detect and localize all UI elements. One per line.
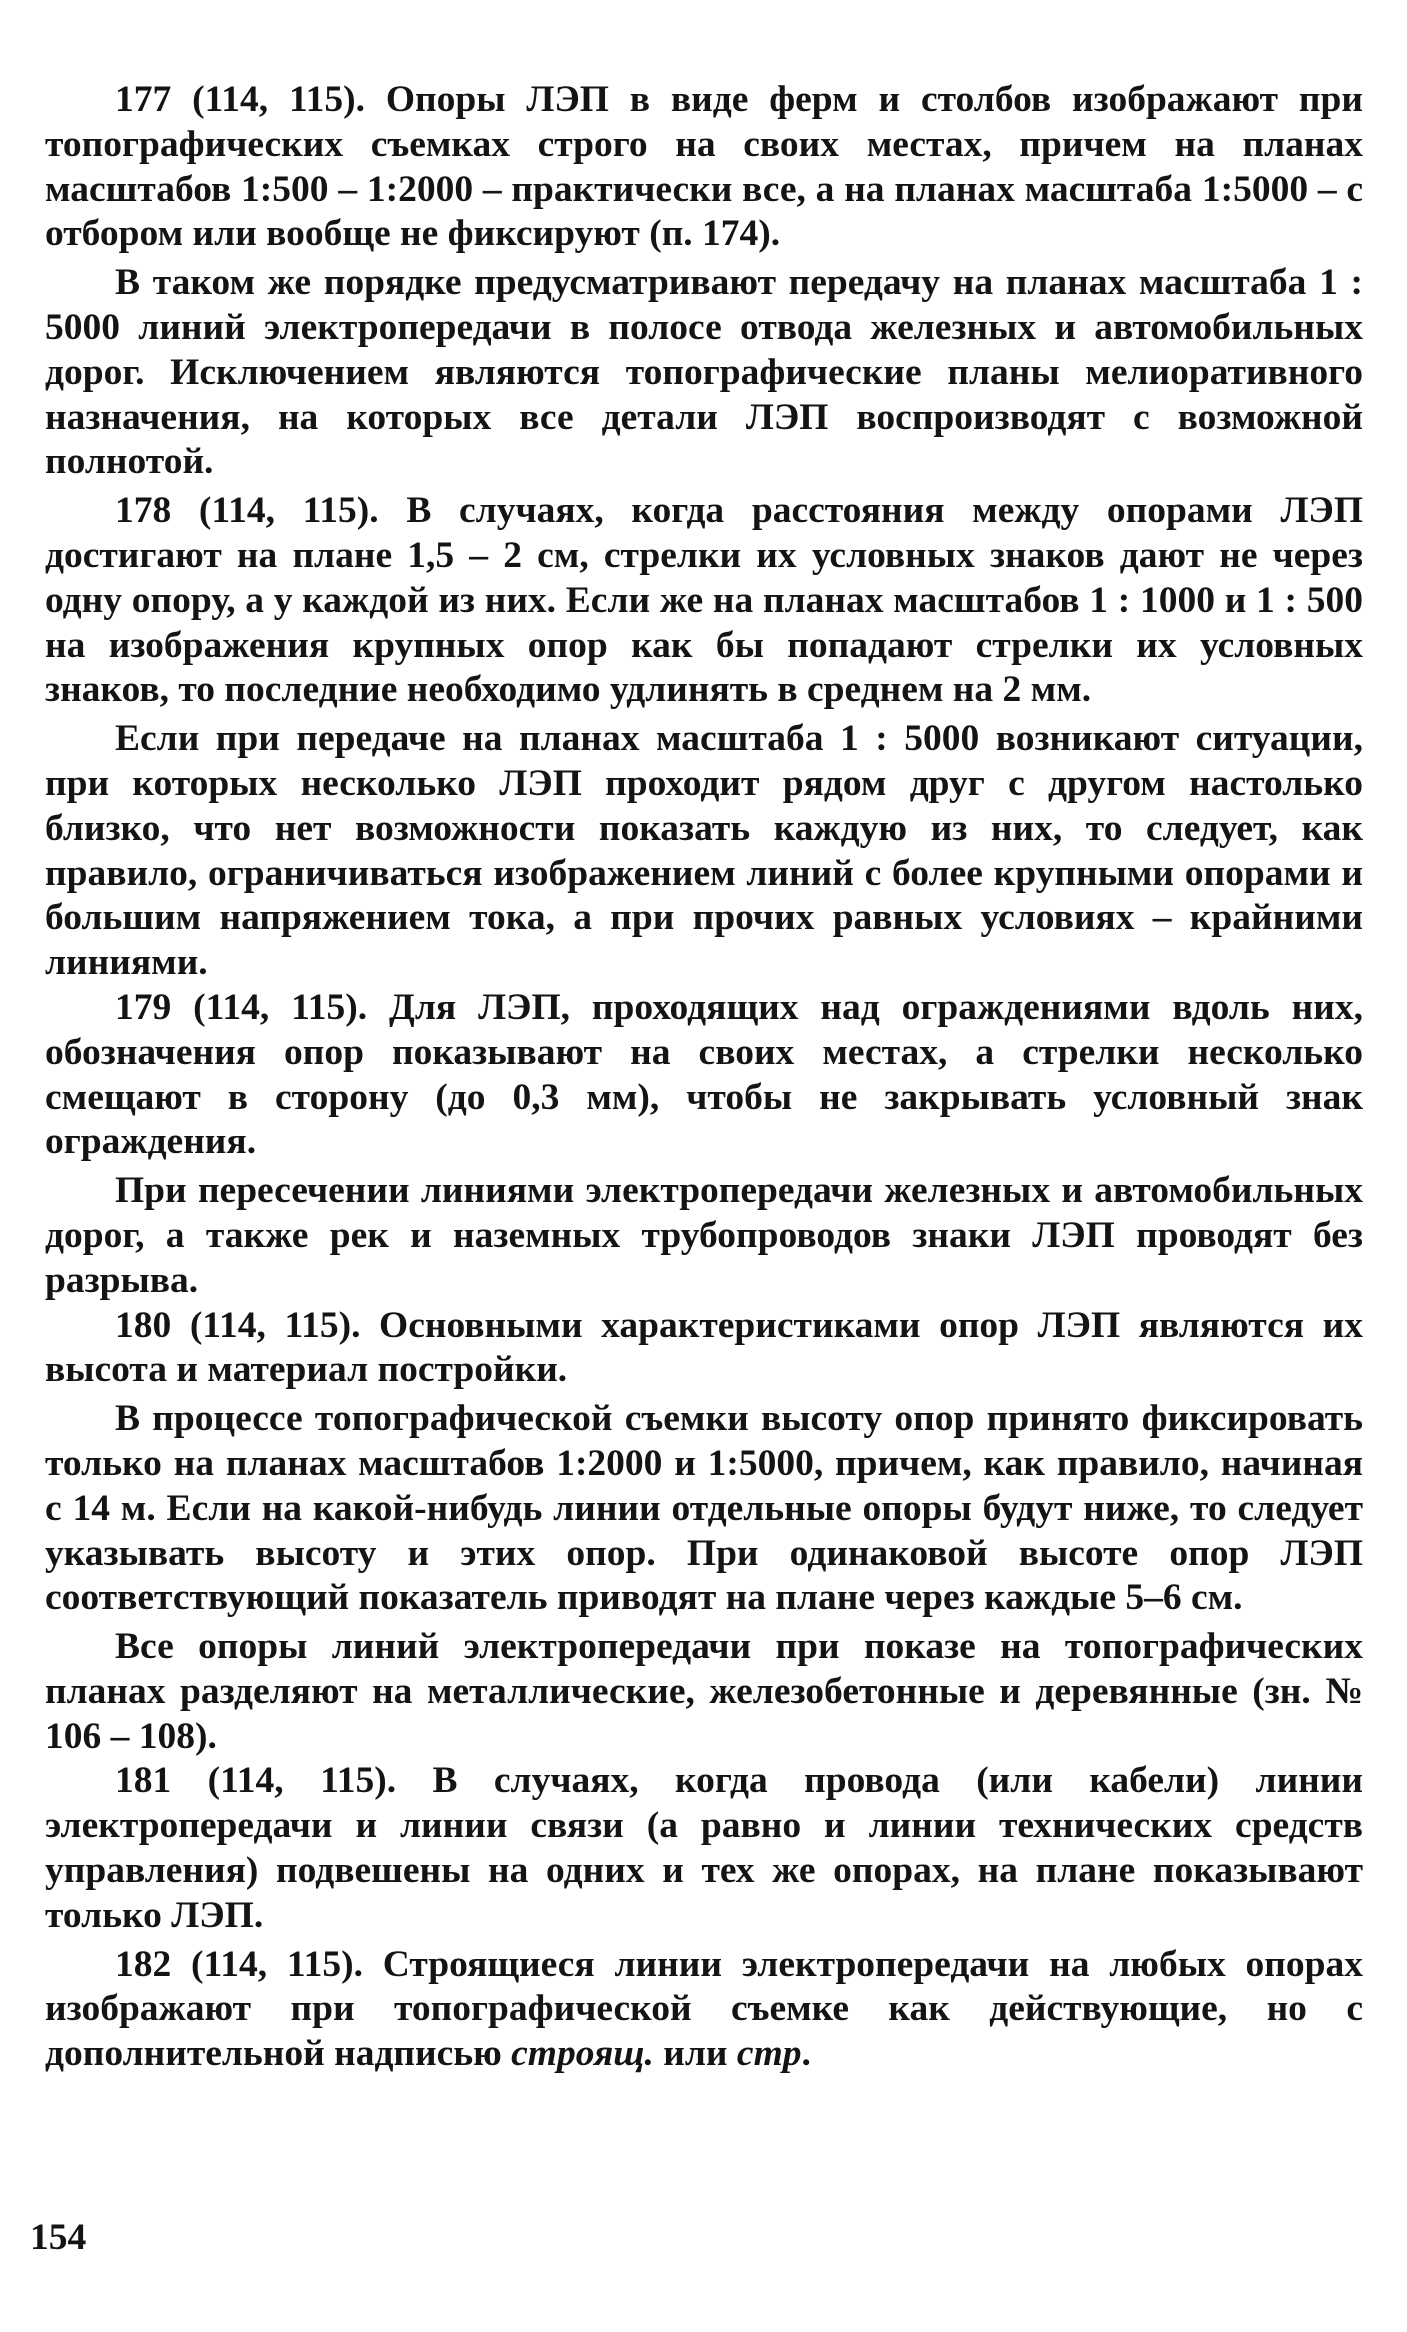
paragraph-178-continued: Если при передаче на планах масштаба 1 : 5000 возникают ситуации, при которых несколько ЛЭП проходит рядом друг с другом настолько близко, что нет возможности показать каждую из них, то следует, как правило, ограничиваться изображением линий с более крупными опорами и большим напряжением тока, а при прочих равных условиях – крайними линиями. (45, 718, 1363, 984)
paragraph-179: 179 (114, 115). Для ЛЭП, проходящих над ограждениями вдоль них, обозначения опор показывают на своих местах, а стрелки несколько смещают в сторону (до 0,3 мм), чтобы не закрывать условный знак ограждения. (45, 986, 1363, 1163)
page-number: 154 (30, 2217, 87, 2258)
paragraph-182-text: 182 (114, 115). Строящиеся линии электропередачи на любых опорах изображают при топографической съемке как действующие, но с дополнительной надписью (45, 1943, 1363, 2075)
document-page (45, 78, 1363, 2077)
paragraph-180: 180 (114, 115). Основными характеристиками опор ЛЭП являются их высота и материал постройки. (45, 1304, 1363, 1391)
paragraph-178: 178 (114, 115). В случаях, когда расстояния между опорами ЛЭП достигают на плане 1,5 – 2 см, стрелки их условных знаков дают не через одну опору, а у каждой из них. Если же на планах масштабов 1 : 1000 и 1 : 500 на изображения крупных опор как бы попадают стрелки их условных знаков, то последние необходимо удлинять в среднем на 2 мм. (45, 490, 1363, 711)
paragraph-182-end: . (801, 2033, 811, 2075)
paragraph-182 (45, 1943, 1363, 2077)
italic-label-str: стр (736, 2033, 802, 2075)
paragraph-180-symbols: Все опоры линий электропередачи при показе на топографических планах разделяют на металлические, железобетонные и деревянные (зн. № 106 – 108). (45, 1626, 1363, 1757)
paragraph-179-continued: При пересечении линиями электропередачи железных и автомобильных дорог, а также рек и наземных трубопроводов знаки ЛЭП проводят без разрыва. (45, 1170, 1363, 1301)
paragraph-181: 181 (114, 115). В случаях, когда провода (или кабели) линии электропередачи и линии связи (а равно и линии технических средств управления) подвешены на одних и тех же опорах, на плане показывают только ЛЭП. (45, 1760, 1363, 1936)
paragraph-180-continued: В процессе топографической съемки высоту опор принято фиксировать только на планах масштабов 1:2000 и 1:5000, причем, как правило, начиная с 14 м. Если на какой-нибудь линии отдельные опоры будут ниже, то следует указывать высоту и этих опор. При одинаковой высоте опор ЛЭП соответствующий показатель приводят на плане через каждые 5–6 см. (45, 1398, 1363, 1619)
paragraph-177: 177 (114, 115). Опоры ЛЭП в виде ферм и столбов изображают при топографических съемках строго на своих местах, причем на планах масштабов 1:500 – 1:2000 – практически все, а на планах масштаба 1:5000 – с отбором или вообще не фиксируют (п. 174). (45, 79, 1363, 255)
italic-label-stroyashch: строящ. (511, 2033, 654, 2075)
paragraph-182-connector: или (663, 2033, 728, 2075)
paragraph-177-continued: В таком же порядке предусматривают передачу на планах масштаба 1 : 5000 линий электропередачи в полосе отвода железных и автомобильных дорог. Исключением являются топографические планы мелиоративного назначения, на которых все детали ЛЭП воспроизводят с возможной полнотой. (45, 262, 1363, 483)
